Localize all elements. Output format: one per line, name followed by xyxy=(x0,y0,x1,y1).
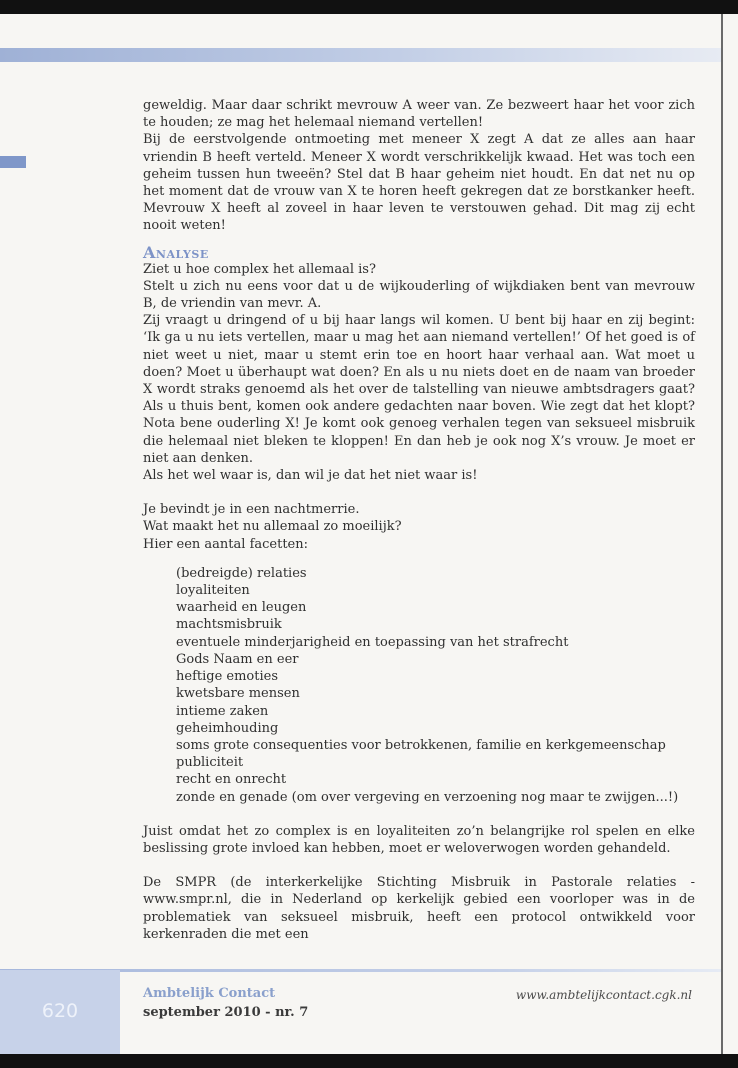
paragraph: De SMPR (de interkerkelijke Stichting Misbruik in Pastorale relaties - www.smpr.nl, die in Nederland op kerkelijk gebied een voorloper was in de problematiek van seksueel misbruik, heeft een protocol ontwikkeld voor kerkenraden die met een xyxy=(143,875,695,942)
list-item: intieme zaken xyxy=(176,703,269,719)
spacer xyxy=(143,806,695,823)
list-item: geheimhouding xyxy=(176,720,279,736)
list-item: eventuele minderjarigheid en toepassing van het strafrecht xyxy=(176,634,569,650)
side-tab-marker xyxy=(0,156,26,168)
right-edge-rule xyxy=(721,14,723,1054)
paragraph: Zij vraagt u dringend of u bij haar langs wil komen. U bent bij haar en zij begint: ‘Ik ga u nu iets vertellen, maar u mag het aan niemand vertellen!’ Of het goed is of niet weet u niet, maar u stemt erin toe en hoort haar verhaal aan. Wat moet u doen? Moet u überhaupt wat doen? En als u nu niets doet en de naam van broeder X wordt straks genoemd als het over de talstelling van nieuwe ambtsdragers gaat? Als u thuis bent, komen ook andere gedachten naar boven. Wie zegt dat het klopt? Nota bene ouderling X! Je komt ook genoeg verhalen tegen van seksueel misbruik die helemaal niet bleken te kloppen! En dan heb je ook nog X’s vrouw. Je moet er niet aan denken. xyxy=(143,313,695,466)
list-item: zonde en genade (om over vergeving en verzoening nog maar te zwijgen...!) xyxy=(176,789,679,805)
list-item: soms grote consequenties voor betrokkenen, familie en kerkgemeenschap xyxy=(176,737,666,753)
paragraph: geweldig. Maar daar schrikt mevrouw A weer van. Ze bezweert haar het voor zich te houden; ze mag het helemaal niemand vertellen! xyxy=(143,98,695,131)
list-item: heftige emoties xyxy=(176,669,279,685)
paragraph: Stelt u zich nu eens voor dat u de wijkouderling of wijkdiaken bent van mevrouw B, de vriendin van mevr. A. xyxy=(143,278,695,312)
spacer xyxy=(143,484,695,501)
paragraph: Ziet u hoe complex het allemaal is? xyxy=(143,261,376,277)
issue-label: september 2010 - nr. 7 xyxy=(143,1005,309,1020)
paragraph: Hier een aantal facetten: xyxy=(143,536,308,552)
list-item: recht en onrecht xyxy=(176,772,287,788)
list-item: publiciteit xyxy=(176,755,244,771)
header-band xyxy=(0,48,721,62)
paragraph: Bij de eerstvolgende ontmoeting met meneer X zegt A dat ze alles aan haar vriendin B heeft verteld. Meneer X wordt verschrikkelijk kwaad. Het was toch een geheim tussen hun tweeën? Stel dat B haar geheim niet houdt. En dat net nu op het moment dat de vrouw van X te horen heeft gekregen dat ze borstkanker heeft. Mevrouw X heeft al zoveel in haar leven te verstouwen gehad. Dit mag zij echt nooit weten! xyxy=(143,132,695,234)
list-item: Gods Naam en eer xyxy=(176,651,299,667)
paragraph: Juist omdat het zo complex is en loyaliteiten zo’n belangrijke rol spelen en elke beslissing grote invloed kan hebben, moet er weloverwogen worden gehandeld. xyxy=(143,823,695,856)
spacer xyxy=(143,857,695,874)
paragraph: Wat maakt het nu allemaal zo moeilijk? xyxy=(143,519,402,535)
paragraph: Je bevindt je in een nachtmerrie. xyxy=(143,502,360,518)
list-item: machtsmisbruik xyxy=(176,617,282,633)
facets-list xyxy=(143,553,695,806)
page-number: 620 xyxy=(41,1000,79,1022)
bottom-border xyxy=(0,1054,738,1068)
journal-url: www.ambtelijkcontact.cgk.nl xyxy=(515,988,692,1002)
article-body xyxy=(143,97,695,943)
paragraph: Als het wel waar is, dan wil je dat het niet waar is! xyxy=(143,468,478,484)
journal-title: Ambtelijk Contact xyxy=(143,986,276,1001)
top-border xyxy=(0,0,738,14)
section-heading: Analyse xyxy=(143,242,209,262)
list-item: (bedreigde) relaties xyxy=(176,565,307,581)
list-item: kwetsbare mensen xyxy=(176,686,300,702)
list-item: waarheid en leugen xyxy=(176,600,307,616)
list-item: loyaliteiten xyxy=(176,583,250,599)
